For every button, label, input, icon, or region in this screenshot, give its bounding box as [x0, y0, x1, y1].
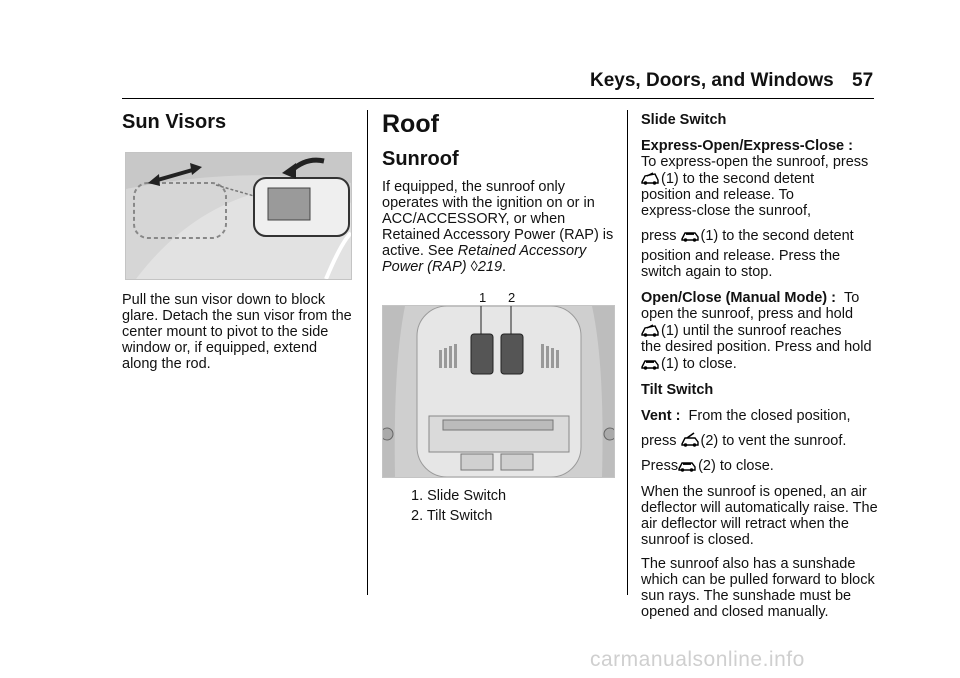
manual-line-1: Open/Close (Manual Mode) : To	[641, 290, 860, 306]
manual-line-5: (1) to close.	[641, 355, 881, 372]
express-line-6: position and release. Press the	[641, 248, 841, 264]
page-number: 57	[852, 70, 874, 91]
sunroof-close-icon	[678, 457, 696, 473]
column-divider-right	[627, 110, 628, 595]
sunroof-open-icon	[641, 170, 659, 186]
sun-visor-illustration	[126, 153, 351, 279]
rap-reference[interactable]: Retained Accessory Power (RAP)	[382, 243, 587, 275]
legend-item-1: 1. Slide Switch	[411, 488, 507, 504]
close-line: Press (2) to close.	[641, 458, 774, 474]
roof-heading: Roof	[382, 110, 439, 138]
sunroof-intro-text: If equipped, the sunroof only operates with the ignition on or in ACC/ACCESSORY, or when Retained Accessory Power (RAP) is active. See	[382, 179, 614, 259]
tilt-switch-heading: Tilt Switch	[641, 382, 714, 398]
manual-line-3: (1) until the sunroof reaches	[641, 322, 881, 339]
sunroof-open-icon	[641, 322, 659, 338]
sun-visors-heading: Sun Visors	[122, 111, 227, 133]
express-line-1: To express-open the sunroof, press	[641, 154, 869, 170]
sunroof-close-icon	[641, 355, 659, 371]
express-line-5: press (1) to the second detent	[641, 228, 854, 244]
express-line-7: switch again to stop.	[641, 264, 773, 280]
overhead-console-figure	[382, 305, 615, 478]
right-column	[641, 112, 881, 620]
watermark: carmanualsonline.info	[590, 648, 805, 671]
callout-2: 2	[508, 290, 516, 305]
vent-line-1: Vent : From the closed position,	[641, 408, 851, 424]
sunroof-intro	[382, 179, 618, 275]
rap-page-ref[interactable]: 219	[477, 259, 503, 275]
legend-item-2: 2. Tilt Switch	[411, 508, 493, 524]
slide-switch-heading: Slide Switch	[641, 112, 727, 128]
sunroof-close-icon	[681, 227, 699, 243]
column-divider-left	[367, 110, 368, 595]
page-ref-arrow-icon: ◊	[470, 259, 478, 275]
express-line-2: (1) to the second detent	[641, 170, 881, 187]
manual-line-4: the desired position. Press and hold	[641, 339, 872, 355]
sun-visor-figure	[125, 152, 352, 280]
intro-end: .	[502, 259, 507, 275]
vent-line-2: press (2) to vent the sunroof.	[641, 433, 847, 449]
manual-line-2: open the sunroof, press and hold	[641, 306, 854, 322]
sunroof-tilt-icon	[681, 432, 699, 448]
sun-visor-text: Pull the sun visor down to block glare. Detach the sun visor from the center mount to pivot to the side window or, if equipped, extend along the rod.	[122, 292, 352, 372]
sunshade-text: The sunroof also has a sunshade which can be pulled forward to block sun rays. The sunshade must be opened and closed manually.	[641, 556, 875, 620]
express-line-4: express-close the sunroof,	[641, 203, 812, 219]
express-label: Express-Open/Express-Close :	[641, 138, 853, 154]
express-line-3: position and release. To	[641, 187, 794, 203]
header-divider	[122, 98, 874, 99]
overhead-console-illustration	[383, 306, 614, 477]
figure-legend	[411, 488, 506, 524]
sunroof-heading: Sunroof	[382, 148, 459, 170]
air-deflector-text: When the sunroof is opened, an air deflector will automatically raise. The air deflector will retract when the sunroof is closed.	[641, 484, 878, 548]
running-header-title: Keys, Doors, and Windows	[590, 70, 834, 91]
callout-1: 1	[479, 290, 487, 305]
